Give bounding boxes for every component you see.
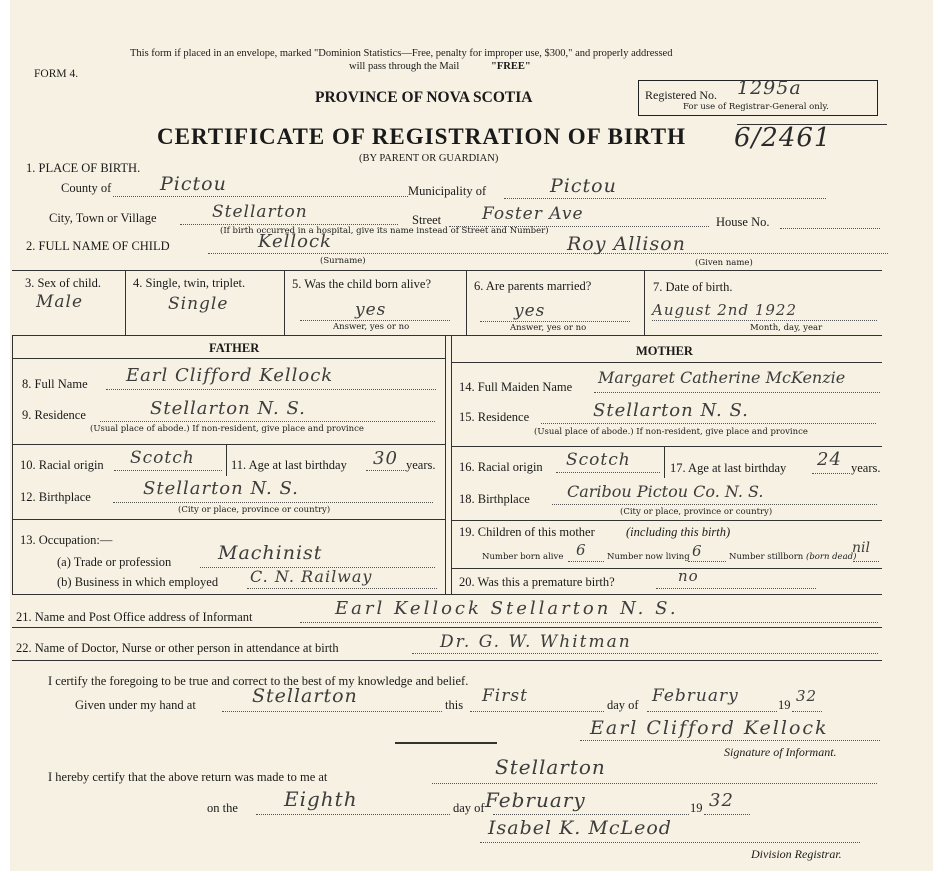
premature-value: no	[678, 567, 699, 585]
mother-children-rule	[451, 568, 882, 569]
house-number-label: House No.	[716, 215, 770, 229]
father-residence-note: (Usual place of abode.) If non-resident, give place and province	[90, 424, 364, 434]
house-number-line	[780, 228, 880, 229]
registered-number-value: 1295a	[737, 77, 802, 99]
reg-year-line	[704, 814, 750, 815]
parents-bottom-rule	[12, 594, 882, 595]
mother-birthplace-label: 18. Birthplace	[459, 492, 530, 506]
born-alive-count-label: Number born alive	[482, 552, 564, 562]
mother-residence-line	[541, 423, 876, 424]
hospital-note: (If birth occurred in a hospital, give its name instead of Street and Number)	[220, 226, 549, 236]
father-name-value: Earl Clifford Kellock	[126, 365, 334, 386]
given-year-line	[792, 711, 822, 712]
reg-day-value: Eighth	[284, 787, 358, 811]
born-alive-value: yes	[355, 300, 387, 320]
father-racial-label: 10. Racial origin	[20, 458, 104, 472]
mother-residence-label: 15. Residence	[459, 410, 530, 424]
premature-label: 20. Was this a premature birth?	[459, 575, 615, 589]
parents-married-line	[480, 321, 630, 322]
father-heading: FATHER	[209, 341, 260, 355]
mother-racial-divider	[664, 446, 665, 478]
given-year-value: 32	[796, 687, 818, 705]
given-name-value: Roy Allison	[567, 233, 686, 255]
mother-name-value: Margaret Catherine McKenzie	[598, 368, 846, 387]
date-of-birth-caption: Month, day, year	[750, 323, 823, 333]
form-number: FORM 4.	[34, 68, 79, 80]
father-age-value: 30	[373, 448, 398, 469]
father-racial-value: Scotch	[130, 448, 195, 468]
mother-age-line	[812, 473, 850, 474]
free-label: "FREE"	[491, 61, 531, 72]
municipality-line	[504, 198, 826, 199]
occupation-label: 13. Occupation:—	[20, 533, 113, 547]
row3-top-rule	[12, 270, 882, 271]
city-label: City, Town or Village	[49, 211, 157, 225]
full-name-line	[208, 253, 888, 254]
father-birthplace-label: 12. Birthplace	[20, 490, 91, 504]
mother-heading: MOTHER	[636, 344, 693, 358]
mail-notice-2: will pass through the Mail	[349, 61, 460, 72]
registrar-signature-line	[480, 842, 860, 843]
children-label: 19. Children of this mother	[459, 525, 595, 539]
father-age-unit: years.	[406, 458, 436, 472]
given-name-caption: (Given name)	[695, 258, 753, 268]
given-place-line	[222, 711, 442, 712]
given-under-label: Given under my hand at	[75, 698, 196, 712]
doctor-label: 22. Name of Doctor, Nurse or other person in attendance at birth	[16, 641, 339, 655]
single-label: 4. Single, twin, triplet.	[133, 276, 246, 290]
mother-age-label: 17. Age at last birthday	[670, 461, 787, 475]
mother-heading-rule	[451, 362, 882, 363]
father-birthplace-line	[113, 502, 433, 503]
born-alive-label: 5. Was the child born alive?	[292, 277, 432, 291]
mother-residence-value: Stellarton N. S.	[593, 400, 749, 421]
stillborn-line	[853, 561, 879, 562]
county-value: Pictou	[160, 173, 227, 195]
father-residence-label: 9. Residence	[22, 408, 86, 422]
registrar-caption: Division Registrar.	[751, 847, 842, 861]
father-residence-value: Stellarton N. S.	[150, 398, 306, 419]
row3-bottom-rule	[12, 335, 882, 336]
born-alive-line	[300, 320, 450, 321]
stillborn-note: (born dead)	[806, 552, 857, 562]
trade-value: Machinist	[218, 542, 323, 564]
province-heading: PROVINCE OF NOVA SCOTIA	[315, 89, 533, 106]
now-living-value: 6	[692, 542, 703, 560]
reg-year-value: 32	[709, 790, 734, 811]
father-racial-divider	[226, 444, 227, 476]
now-living-line	[688, 561, 726, 562]
date-of-birth-label: 7. Date of birth.	[653, 280, 733, 294]
doctor-bottom-rule	[12, 660, 882, 661]
city-line	[180, 224, 398, 225]
mother-name-line	[594, 392, 880, 393]
father-age-line	[366, 470, 406, 471]
municipality-value: Pictou	[550, 175, 617, 197]
informant-signature-caption: Signature of Informant.	[724, 745, 837, 759]
informant-label: 21. Name and Post Office address of Informant	[16, 610, 253, 624]
stamp-underline	[737, 124, 887, 125]
father-residence-line	[100, 421, 435, 422]
doctor-value: Dr. G. W. Whitman	[440, 632, 632, 652]
city-value: Stellarton	[212, 202, 308, 222]
certificate-title: CERTIFICATE OF REGISTRATION OF BIRTH	[157, 124, 686, 149]
full-name-label: 2. FULL NAME OF CHILD	[26, 239, 170, 253]
mother-residence-note: (Usual place of abode.) If non-resident, give place and province	[534, 427, 808, 437]
county-label: County of	[61, 181, 112, 195]
mother-age-value: 24	[817, 449, 842, 470]
certificate-subtitle: (BY PARENT OR GUARDIAN)	[359, 153, 499, 164]
municipality-label: Municipality of	[408, 184, 487, 198]
certify-text: I certify the foregoing to be true and correct to the best of my knowledge and belief.	[48, 674, 469, 688]
on-the-label: on the	[207, 801, 238, 815]
father-racial-line	[114, 470, 222, 471]
sex-value: Male	[36, 292, 84, 312]
registrar-general-note: For use of Registrar-General only.	[683, 102, 829, 112]
parents-married-label: 6. Are parents married?	[474, 279, 592, 293]
given-day-line	[470, 711, 604, 712]
registered-label: Registered No.	[645, 88, 717, 102]
separator-rule	[395, 742, 497, 744]
reg-month-value: February	[485, 788, 586, 812]
informant-line	[300, 622, 878, 623]
doctor-line	[412, 653, 878, 654]
date-of-birth-line	[652, 320, 877, 321]
father-birthplace-note: (City or place, province or country)	[178, 505, 331, 515]
place-of-birth-label: 1. PLACE OF BIRTH.	[26, 161, 141, 175]
father-name-line	[106, 389, 436, 390]
mother-racial-line	[556, 472, 660, 473]
single-value: Single	[168, 294, 229, 314]
mother-left-border	[451, 336, 452, 594]
born-alive-count-value: 6	[576, 541, 587, 559]
mother-birthplace-value: Caribou Pictou Co. N. S.	[567, 482, 764, 501]
surname-value: Kellock	[258, 231, 332, 252]
informant-value: Earl Kellock Stellarton N. S.	[335, 598, 679, 619]
children-note: (including this birth)	[626, 525, 731, 539]
father-age-label: 11. Age at last birthday	[231, 458, 347, 472]
street-value: Foster Ave	[482, 204, 584, 224]
born-alive-count-line	[568, 561, 604, 562]
given-day-value: First	[482, 686, 528, 706]
father-name-label: 8. Full Name	[22, 377, 88, 391]
registrar-place-value: Stellarton	[495, 755, 606, 779]
premature-line	[656, 588, 816, 589]
row3-divider-1	[125, 271, 126, 335]
mother-birthplace-line	[552, 504, 877, 505]
given-month-line	[647, 711, 777, 712]
registrar-certify-text: I hereby certify that the above return was made to me at	[48, 770, 328, 784]
stillborn-label: Number stillborn	[729, 552, 804, 562]
mother-birthplace-note: (City or place, province or country)	[620, 507, 773, 517]
mother-name-label: 14. Full Maiden Name	[459, 380, 573, 394]
street-label: Street	[412, 213, 442, 227]
father-lower-rule	[12, 519, 445, 520]
sex-label: 3. Sex of child.	[25, 276, 102, 290]
trade-label: (a) Trade or profession	[57, 555, 172, 569]
row3-divider-3	[466, 271, 467, 335]
informant-signature: Earl Clifford Kellock	[590, 717, 829, 739]
date-of-birth-value: August 2nd 1922	[652, 301, 797, 319]
business-value: C. N. Railway	[250, 567, 373, 586]
mail-notice: This form if placed in an envelope, marked "Dominion Statistics—Free, penalty for improper use, $300," and properly addressed	[130, 48, 673, 59]
given-year-prefix: 19	[778, 698, 791, 712]
mother-lower-rule	[451, 520, 882, 521]
row3-divider-2	[284, 271, 285, 335]
informant-signature-line	[580, 740, 880, 741]
father-birthplace-value: Stellarton N. S.	[143, 478, 299, 499]
informant-bottom-rule	[12, 627, 882, 628]
registrar-place-line	[432, 783, 877, 784]
mother-racial-value: Scotch	[566, 450, 631, 470]
registrar-signature: Isabel K. McLeod	[488, 817, 672, 839]
mother-age-unit: years.	[851, 461, 881, 475]
given-this-label: this	[445, 698, 464, 712]
parents-married-caption: Answer, yes or no	[510, 323, 587, 333]
born-alive-caption: Answer, yes or no	[333, 322, 410, 332]
row3-divider-4	[644, 271, 645, 335]
father-left-border	[12, 336, 13, 594]
father-right-border	[445, 336, 446, 594]
mother-racial-label: 16. Racial origin	[459, 460, 543, 474]
father-heading-rule	[12, 358, 445, 359]
surname-caption: (Surname)	[320, 256, 366, 266]
reg-month-line	[493, 814, 689, 815]
mother-mid-rule	[451, 446, 882, 447]
reg-dayof-label: day of	[453, 801, 485, 815]
business-label: (b) Business in which employed	[57, 575, 219, 589]
reg-year-prefix: 19	[690, 801, 703, 815]
scan-edge	[0, 0, 10, 871]
given-month-value: February	[652, 686, 739, 706]
stamp-number: 6/2461	[734, 123, 832, 153]
reg-day-line	[256, 814, 450, 815]
father-mid-rule	[12, 444, 445, 445]
parents-married-value: yes	[514, 301, 546, 321]
given-place-value: Stellarton	[252, 685, 358, 707]
county-line	[113, 196, 408, 197]
stillborn-value: nil	[852, 540, 870, 556]
business-line	[247, 588, 437, 589]
now-living-label: Number now living	[607, 552, 690, 562]
given-dayof-label: day of	[607, 698, 639, 712]
